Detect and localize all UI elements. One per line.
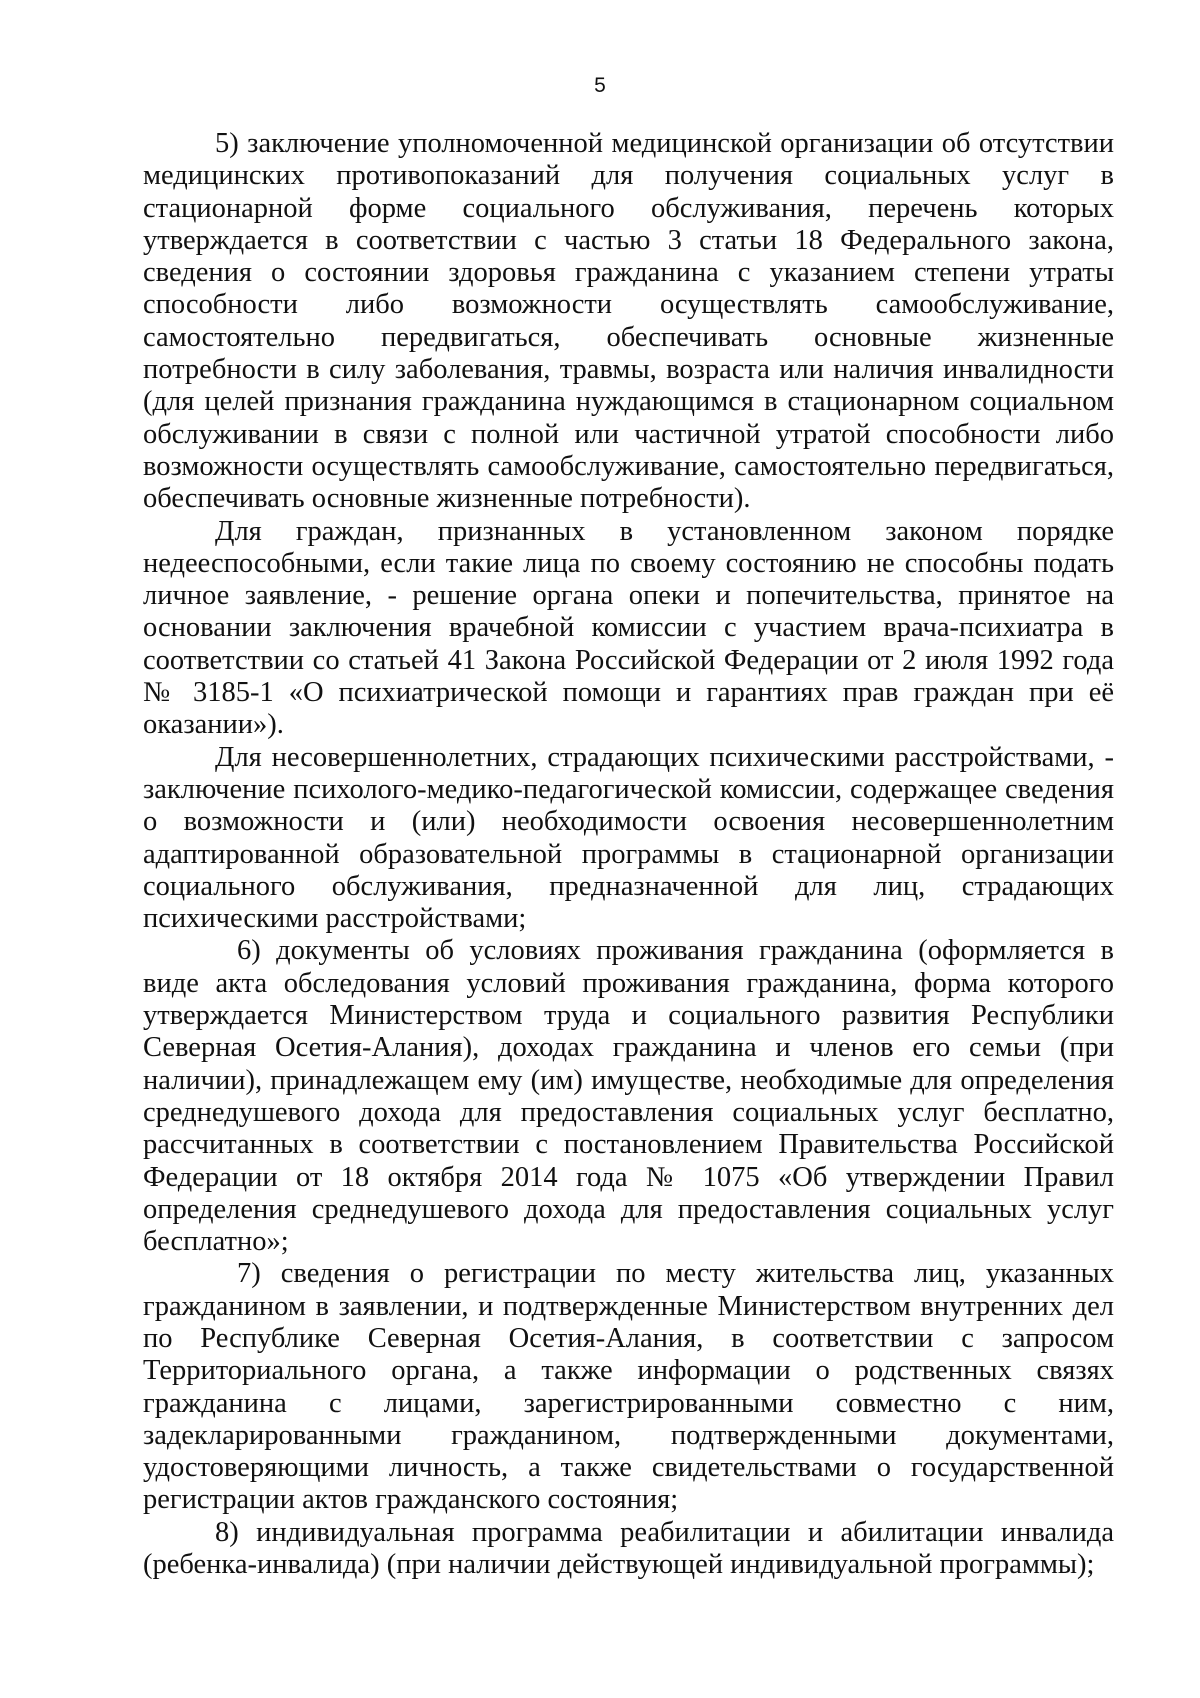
paragraph-item-8: 8) индивидуальная программа реабилитации и абилитации инвалида (ребенка-инвалида) (при наличии действующей индивидуальной программы);	[143, 1516, 1114, 1581]
paragraph-item-7: 7) сведения о регистрации по месту жительства лиц, указанных гражданином в заявлении, и подтвержденные Министерством внутренних дел по Республике Северная Осетия-Алания, в соответствии с запросом Территориального органа, а также информации о родственных связях гражданина с лицами, зарегистрированными совместно с ним, задекларированными гражданином, подтвержденными документами, удостоверяющими личность, а также свидетельствами о государственной регистрации актов гражданского состояния;	[143, 1258, 1114, 1516]
paragraph-minors-mental-disorders: Для несовершеннолетних, страдающих психическими расстройствами, - заключение психолого-медико-педагогической комиссии, содержащее сведения о возможности и (или) необходимости освоения несовершеннолетним адаптированной образовательной программы в стационарной организации социального обслуживания, предназначенной для лиц, страдающих психическими расстройствами;	[143, 741, 1114, 935]
page-number: 5	[594, 74, 606, 97]
document-body	[143, 128, 1114, 1581]
paragraph-item-5: 5) заключение уполномоченной медицинской организации об отсутствии медицинских противопоказаний для получения социальных услуг в стационарной форме социального обслуживания, перечень которых утверждается в соответствии с частью 3 статьи 18 Федерального закона, сведения о состоянии здоровья гражданина с указанием степени утраты способности либо возможности осуществлять самообслуживание, самостоятельно передвигаться, обеспечивать основные жизненные потребности в силу заболевания, травмы, возраста или наличия инвалидности (для целей признания гражданина нуждающимся в стационарном социальном обслуживании в связи с полной или частичной утратой способности либо возможности осуществлять самообслуживание, самостоятельно передвигаться, обеспечивать основные жизненные потребности).	[143, 128, 1114, 515]
paragraph-item-6: 6) документы об условиях проживания гражданина (оформляется в виде акта обследования условий проживания гражданина, форма которого утверждается Министерством труда и социального развития Республики Северная Осетия-Алания), доходах гражданина и членов его семьи (при наличии), принадлежащем ему (им) имуществе, необходимые для определения среднедушевого дохода для предоставления социальных услуг бесплатно, рассчитанных в соответствии с постановлением Правительства Российской Федерации от 18 октября 2014 года № 1075 «Об утверждении Правил определения среднедушевого дохода для предоставления социальных услуг бесплатно»;	[143, 935, 1114, 1258]
paragraph-incapacitated-citizens: Для граждан, признанных в установленном законом порядке недееспособными, если такие лица по своему состоянию не способны подать личное заявление, - решение органа опеки и попечительства, принятое на основании заключения врачебной комиссии с участием врача-психиатра в соответствии со статьей 41 Закона Российской Федерации от 2 июля 1992 года № 3185-1 «О психиатрической помощи и гарантиях прав граждан при её оказании»).	[143, 515, 1114, 741]
